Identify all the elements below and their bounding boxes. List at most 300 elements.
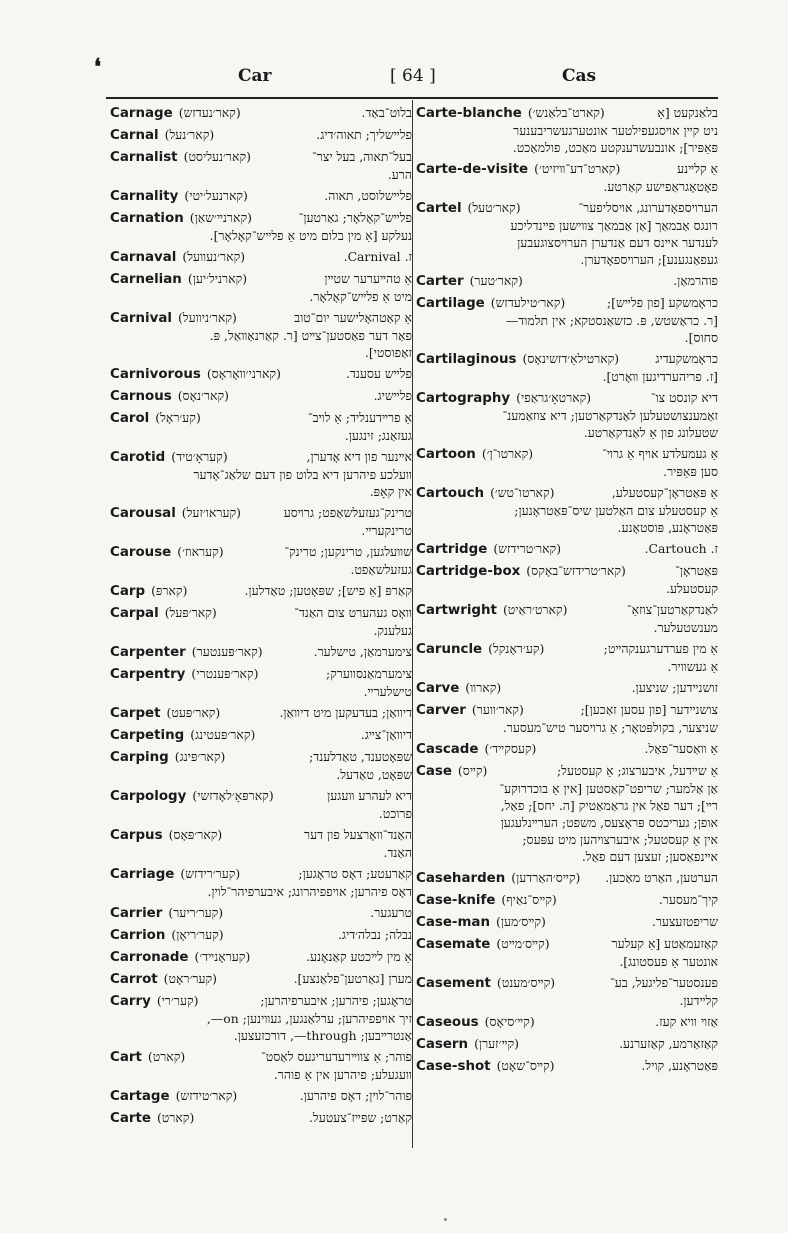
dictionary-entry bbox=[110, 865, 412, 900]
entry-first-line bbox=[416, 1057, 718, 1075]
definition-continuation: דאָס פיהרען; אױפפיהרונג; איבערפיהר־לױן. bbox=[207, 884, 412, 899]
dictionary-entry bbox=[110, 926, 412, 944]
headword: Carpus bbox=[110, 828, 163, 843]
entry-first-line bbox=[416, 701, 718, 719]
dictionary-entry bbox=[110, 270, 412, 305]
definition: פוהרמאַן. bbox=[673, 273, 718, 288]
entry-first-line bbox=[416, 891, 718, 909]
definition: קאַזאַרמע, קאַזערנע. bbox=[619, 1036, 718, 1051]
pronunciation: (קאר׳נעװעל) bbox=[182, 249, 246, 264]
pronunciation: (קער׳ריער) bbox=[168, 905, 224, 920]
headword: Carpenter bbox=[110, 645, 186, 660]
entry-first-line bbox=[416, 1035, 718, 1053]
headword: Case-knife bbox=[416, 893, 496, 908]
pronunciation: (קאר׳טרידזש) bbox=[493, 541, 562, 556]
headword: Caseous bbox=[416, 1015, 479, 1030]
entry-first-line bbox=[416, 935, 718, 953]
dictionary-entry bbox=[110, 604, 412, 639]
entry-first-line bbox=[110, 604, 412, 622]
dictionary-entry bbox=[110, 992, 412, 1044]
entry-first-line bbox=[110, 365, 412, 383]
pronunciation: (קײ׳סיאָס) bbox=[484, 1014, 535, 1029]
headword: Carp bbox=[110, 584, 146, 599]
headword: Carve bbox=[416, 681, 460, 696]
entry-first-line bbox=[416, 294, 718, 312]
definition-continuation: פרוכט. bbox=[378, 806, 412, 821]
page-mark: ❛ bbox=[94, 54, 102, 80]
definition: שװעלגען, טרינקען; טרינק־ bbox=[284, 544, 412, 559]
pronunciation: (קאר׳ניװעל) bbox=[177, 310, 237, 325]
pronunciation: (קארטילאַ׳דזשינאָס) bbox=[522, 351, 620, 366]
definition: זושנײדען; שניצען. bbox=[631, 680, 718, 695]
definition-continuation: אײנפאַסען; זעצען דעם פאַל. bbox=[581, 849, 718, 864]
entry-first-line bbox=[110, 665, 412, 683]
entry-first-line bbox=[416, 601, 718, 619]
definition-continuation: קלײדען. bbox=[679, 993, 718, 1008]
entry-first-line bbox=[110, 104, 412, 122]
pronunciation: (קאר׳פּאָס) bbox=[168, 827, 223, 842]
dictionary-entry bbox=[416, 272, 718, 290]
headword: Casemate bbox=[416, 937, 491, 952]
headword: Cartouch bbox=[416, 486, 485, 501]
pronunciation: (קע׳ראָנקל) bbox=[488, 641, 545, 656]
dictionary-entry bbox=[110, 1109, 412, 1127]
dictionary-entry bbox=[416, 389, 718, 441]
dictionary-entry bbox=[416, 104, 718, 156]
entry-first-line bbox=[416, 1013, 718, 1031]
headword: Cart bbox=[110, 1050, 142, 1065]
dictionary-entry bbox=[416, 160, 718, 195]
pronunciation: (קאר׳פּעט) bbox=[166, 705, 221, 720]
definition-continuation: געלענק. bbox=[373, 623, 412, 638]
dictionary-entry bbox=[110, 409, 412, 444]
pronunciation: (קארטו־טש׳) bbox=[490, 485, 555, 500]
entry-first-line bbox=[416, 913, 718, 931]
right-column bbox=[416, 104, 718, 1079]
definition: מערן [גאַרטען־פלאַנצע]. bbox=[293, 971, 412, 986]
definition: אַ געמעלדע אױף אַ גרױ־ bbox=[602, 446, 718, 461]
definition-continuation: הרע. bbox=[387, 167, 412, 182]
definition-continuation: קעסטעלע. bbox=[666, 581, 718, 596]
headword: Carnage bbox=[110, 106, 173, 121]
headword: Carousal bbox=[110, 506, 176, 521]
entry-first-line bbox=[110, 926, 412, 944]
definition-continuation: אין קאָפּ. bbox=[369, 484, 412, 499]
left-column bbox=[110, 104, 412, 1131]
dictionary-entry bbox=[416, 1035, 718, 1053]
entry-first-line bbox=[416, 272, 718, 290]
headword: Carpology bbox=[110, 789, 187, 804]
entry-first-line bbox=[416, 484, 718, 502]
headword: Carver bbox=[416, 703, 466, 718]
definition-continuation: געזאַנג; זינגען. bbox=[344, 428, 412, 443]
definition: אַ פּאַטראָן־קעסטעלע, bbox=[611, 485, 718, 500]
entry-first-line bbox=[416, 974, 718, 992]
dictionary-entry bbox=[110, 704, 412, 722]
definition-continuation: שניצער, בקולפּטאָר; אַ גרױסער טיש־מעסער. bbox=[502, 720, 718, 735]
headword: Carol bbox=[110, 411, 150, 426]
dictionary-entry bbox=[110, 365, 412, 383]
headword: Carry bbox=[110, 994, 151, 1009]
pronunciation: (קארנײ׳שאַן) bbox=[189, 210, 252, 225]
entry-first-line bbox=[416, 740, 718, 758]
dictionary-entry bbox=[110, 582, 412, 600]
headword: Carpet bbox=[110, 706, 161, 721]
entry-first-line bbox=[110, 1048, 412, 1066]
definition: טרינק־געזעלשאַפט; גרױסע bbox=[283, 505, 412, 520]
headword: Carouse bbox=[110, 545, 172, 560]
pronunciation: (קעראו׳זעל) bbox=[181, 505, 241, 520]
definition: פלײשיג. bbox=[373, 388, 412, 403]
headword: Carrion bbox=[110, 928, 166, 943]
definition-continuation: שטעלונג פון אַ לאַנדקאַרטע. bbox=[583, 425, 718, 440]
dictionary-entry bbox=[416, 762, 718, 865]
entry-first-line bbox=[416, 869, 718, 887]
headword: Case-shot bbox=[416, 1059, 491, 1074]
definition-continuation: מיט אַ פלײש־קאָלאָר. bbox=[309, 289, 412, 304]
entry-first-line bbox=[416, 389, 718, 407]
definition-continuation: זיך אױפפיהרען; ערלאַנגען, געװינען; on—, bbox=[206, 1011, 412, 1026]
pronunciation: (קאר׳טרידזש־באָקס) bbox=[526, 563, 626, 578]
dictionary-entry bbox=[416, 540, 718, 558]
definition-continuation: זאַפוסטי]. bbox=[364, 345, 412, 360]
definition: קאַזעמאַטע [אַ קעלער bbox=[611, 936, 718, 951]
definition-continuation: מענשטעלער. bbox=[653, 620, 718, 635]
entry-first-line bbox=[110, 209, 412, 227]
definition: פענסטער־פליגעל, בע־ bbox=[610, 975, 718, 990]
dictionary-entry bbox=[110, 665, 412, 700]
pronunciation: (קארפּ) bbox=[151, 583, 188, 598]
pronunciation: (קעראוז׳) bbox=[177, 544, 224, 559]
entry-first-line bbox=[110, 309, 412, 327]
pronunciation: (קאר׳פּינג) bbox=[174, 749, 226, 764]
definition-continuation: אופן; געריכטס פּראָצעס, משפט; הערײנלעגען bbox=[500, 815, 718, 830]
definition: אַ קאַטהאָלישער יום־טוב bbox=[294, 310, 412, 325]
pronunciation: (קאר׳טער) bbox=[469, 273, 523, 288]
dictionary-entry bbox=[110, 504, 412, 539]
headword: Cascade bbox=[416, 742, 479, 757]
entry-first-line bbox=[110, 904, 412, 922]
speck bbox=[444, 1218, 447, 1221]
dictionary-entry bbox=[110, 209, 412, 244]
headword: Cartilaginous bbox=[416, 352, 517, 367]
pronunciation: (קאר׳נאָס) bbox=[177, 388, 229, 403]
entry-first-line bbox=[416, 562, 718, 580]
headword: Carriage bbox=[110, 867, 175, 882]
definition: פוהר־לױן; דאָס פיהרען. bbox=[299, 1088, 412, 1103]
dictionary-entry bbox=[416, 974, 718, 1009]
definition-continuation: טישלערײ. bbox=[363, 684, 412, 699]
entry-first-line bbox=[110, 409, 412, 427]
definition-continuation: װעלכע פיהרען דיא בלוט פון דעם שלאַג־אָדער bbox=[193, 467, 412, 482]
entry-first-line bbox=[416, 762, 718, 780]
dictionary-entry bbox=[416, 891, 718, 909]
dictionary-entry bbox=[110, 787, 412, 822]
headword: Carnality bbox=[110, 189, 179, 204]
entry-first-line bbox=[110, 704, 412, 722]
dictionary-entry bbox=[110, 726, 412, 744]
entry-first-line bbox=[110, 970, 412, 988]
definition-continuation: פּאַפּיר]; אונבעשרענקטע מאַכט, פולמאַכט. bbox=[512, 140, 718, 155]
entry-first-line bbox=[110, 387, 412, 405]
definition: קיך־מעסער. bbox=[658, 892, 718, 907]
headword: Carping bbox=[110, 750, 169, 765]
dictionary-entry bbox=[110, 448, 412, 500]
definition: צימערמאַן, טישלער. bbox=[313, 644, 412, 659]
headword: Cartography bbox=[416, 391, 511, 406]
definition: כראָמשקע [פון פלײש]; bbox=[607, 295, 718, 310]
definition-continuation: אַנטרײבען; through—, דורכזעצען. bbox=[233, 1028, 412, 1043]
pronunciation: (קאר׳פּענטער) bbox=[191, 644, 263, 659]
definition-continuation: פאָטאָגראַפישע קאַרטע. bbox=[603, 179, 718, 194]
headword: Caruncle bbox=[416, 642, 483, 657]
entry-first-line bbox=[110, 1109, 412, 1127]
definition: קאַרפּ [אַ פיש]; שפּאָטען; טאַדלען. bbox=[244, 583, 412, 598]
pronunciation: (קארט־דע־װיזיט׳) bbox=[534, 161, 621, 176]
headword: Cartage bbox=[110, 1089, 170, 1104]
dictionary-entry bbox=[416, 935, 718, 970]
definition-continuation: לענדער אײנס דעם אַנדערן הערױסצוגעבען bbox=[517, 235, 718, 250]
pronunciation: (קײס׳מען) bbox=[496, 914, 546, 929]
pronunciation: (קעראָ׳טיד) bbox=[171, 449, 228, 464]
entry-first-line bbox=[110, 643, 412, 661]
headword: Cartel bbox=[416, 201, 462, 216]
headword: Carpeting bbox=[110, 728, 185, 743]
entry-first-line bbox=[110, 248, 412, 266]
definition-continuation: סחוס]. bbox=[684, 330, 718, 345]
entry-first-line bbox=[110, 187, 412, 205]
headword: Casern bbox=[416, 1037, 469, 1052]
entry-first-line bbox=[416, 160, 718, 178]
definition-continuation: װעגעלע; פיהרען אין אַ פוהר. bbox=[273, 1067, 412, 1082]
dictionary-entry bbox=[416, 701, 718, 736]
entry-first-line bbox=[416, 104, 718, 122]
definition: קאַרט; שפּײז־צעטעל. bbox=[308, 1110, 412, 1125]
definition-continuation: אַן אַלמער; שריפט־קאַסטען [אין אַ בוכדרוקע־ bbox=[499, 781, 718, 796]
definition: לאַנדקאַרטען־צוזאַ־ bbox=[626, 602, 718, 617]
definition-continuation: שפּאָט, טאַדעל. bbox=[336, 767, 412, 782]
entry-first-line bbox=[110, 504, 412, 522]
definition: פלײש עסענד. bbox=[345, 366, 412, 381]
entry-first-line bbox=[110, 582, 412, 600]
definition: פלײש־קאָלאָר; גאַרטען־ bbox=[298, 210, 412, 225]
entry-first-line bbox=[110, 270, 412, 288]
definition: אַ פרײדענליד; אַ לױב־ bbox=[307, 410, 412, 425]
definition-continuation: געפאַנגענע]; הערױספאָדערן. bbox=[580, 252, 718, 267]
definition: אַזױ װיא קעז. bbox=[655, 1014, 718, 1029]
definition: אַ קלײנע bbox=[677, 161, 718, 176]
definition: אַ שײדעל, איבערצוג; אַ קעסטעל; bbox=[557, 763, 718, 778]
entry-first-line bbox=[416, 540, 718, 558]
dictionary-entry bbox=[416, 562, 718, 597]
definition-continuation: אַ געשװיר. bbox=[667, 659, 718, 674]
dictionary-entry bbox=[110, 904, 412, 922]
headword: Carotid bbox=[110, 450, 166, 465]
definition-continuation: געזעלשאַפט. bbox=[350, 562, 412, 577]
headword: Cartwright bbox=[416, 603, 497, 618]
headword: Carnation bbox=[110, 211, 184, 226]
definition: צושנײדער [פון עסען זאַכען]; bbox=[580, 702, 718, 717]
definition-continuation: רײ]; דער פאַל אין גראַמאַטיק [ה. יחס]; פאַל, bbox=[500, 798, 718, 813]
headword: Carnalist bbox=[110, 150, 178, 165]
headword: Case-man bbox=[416, 915, 490, 930]
headword: Cartridge-box bbox=[416, 564, 521, 579]
definition-continuation: [ז. פריהערדיגען װאָרט]. bbox=[602, 369, 718, 384]
header-left-word: Car bbox=[238, 66, 272, 86]
dictionary-entry bbox=[416, 740, 718, 758]
headword: Carnelian bbox=[110, 272, 182, 287]
definition: כראָמשקעדיג bbox=[655, 351, 718, 366]
pronunciation: (קײס־שאָט) bbox=[496, 1058, 555, 1073]
entry-first-line bbox=[110, 1087, 412, 1105]
entry-first-line bbox=[110, 865, 412, 883]
definition: דיװאַן־צײג. bbox=[360, 727, 412, 742]
definition-continuation: טרינקערײ. bbox=[361, 523, 412, 538]
entry-first-line bbox=[110, 787, 412, 805]
headword: Caseharden bbox=[416, 871, 506, 886]
dictionary-entry bbox=[416, 869, 718, 887]
page-number: [ 64 ] bbox=[390, 66, 436, 86]
dictionary-entry bbox=[110, 948, 412, 966]
dictionary-entry bbox=[110, 826, 412, 861]
definition: שפּאָטענד, טאַדלענד; bbox=[309, 749, 412, 764]
pronunciation: (קארניל׳יען) bbox=[187, 271, 248, 286]
headword: Carpentry bbox=[110, 667, 186, 682]
definition-continuation: פאַר דער פאַסטען־צײט [ר. קאַרנאַװאַל, פּ. bbox=[209, 328, 412, 343]
definition: פוהר; אַ צװײרעדעריגעס לאַסט־ bbox=[261, 1049, 412, 1064]
entry-first-line bbox=[110, 992, 412, 1010]
dictionary-entry bbox=[416, 679, 718, 697]
entry-first-line bbox=[110, 148, 412, 166]
definition-continuation: זאַמענצושטעלען לאַנדקאַרטען; דיא צוזאַמענ־ bbox=[502, 408, 718, 423]
definition-continuation: אַ קעסטעלע צום האַלטען שיס־פּאַטראָנען; bbox=[514, 503, 718, 518]
dictionary-entry bbox=[416, 484, 718, 536]
entry-first-line bbox=[416, 445, 718, 463]
definition-continuation: ניט קײן אױסגעפילטער אונטערגעשריבענער bbox=[513, 123, 718, 138]
headword: Carnivorous bbox=[110, 367, 201, 382]
dictionary-entry bbox=[416, 640, 718, 675]
definition: דיא קונסט צו־ bbox=[650, 390, 718, 405]
dictionary-entry bbox=[110, 387, 412, 405]
entry-first-line bbox=[416, 199, 718, 217]
definition-continuation: [ר. כראַשטש, פּ. כזשאַנסטקא; אין תלמוד— bbox=[505, 313, 718, 328]
entry-first-line bbox=[110, 948, 412, 966]
definition-continuation: סען פּאַפּיר. bbox=[663, 464, 718, 479]
definition: נבלה; נבלה׳דיג. bbox=[337, 927, 412, 942]
definition: דיװאַן; בעדעקען מיט דיװאַן. bbox=[279, 705, 412, 720]
pronunciation: (קײס) bbox=[457, 763, 488, 778]
pronunciation: (קײס׳מענט) bbox=[496, 975, 556, 990]
headword: Case bbox=[416, 764, 452, 779]
pronunciation: (קער׳ראָט) bbox=[163, 971, 217, 986]
pronunciation: (קארנעל׳יטי) bbox=[184, 188, 248, 203]
headword: Carte-blanche bbox=[416, 106, 522, 121]
header-right-word: Cas bbox=[562, 66, 597, 86]
pronunciation: (קאר׳פּעל) bbox=[164, 605, 217, 620]
dictionary-entry bbox=[110, 148, 412, 183]
pronunciation: (קאר׳טידזש) bbox=[175, 1088, 238, 1103]
headword: Carnous bbox=[110, 389, 172, 404]
definition: אַ װאַסער־פאַל. bbox=[644, 741, 718, 756]
definition: פּאַטראָן־ bbox=[675, 563, 718, 578]
dictionary-entry bbox=[110, 126, 412, 144]
headword: Cartoon bbox=[416, 447, 476, 462]
pronunciation: (קארט) bbox=[156, 1110, 195, 1125]
header-rule bbox=[106, 97, 718, 99]
pronunciation: (קארט־בלאַנש׳) bbox=[527, 105, 605, 120]
headword: Carrot bbox=[110, 972, 158, 987]
pronunciation: (קארט) bbox=[147, 1049, 186, 1064]
pronunciation: (קײס׳האַרדען) bbox=[511, 870, 581, 885]
definition: בלאַנקעט [אַ bbox=[657, 105, 718, 120]
headword: Carronade bbox=[110, 950, 189, 965]
dictionary-entry bbox=[110, 643, 412, 661]
dictionary-entry bbox=[110, 104, 412, 122]
definition: אַ מין לײכטע קאַנאָנע. bbox=[306, 949, 412, 964]
definition: בלוט־באַד. bbox=[361, 105, 412, 120]
dictionary-entry bbox=[416, 913, 718, 931]
entry-first-line bbox=[110, 726, 412, 744]
definition: האַנד־װאָרצעל פון דער bbox=[304, 827, 412, 842]
definition: פלײשליך; תאוה׳דיג. bbox=[316, 127, 412, 142]
dictionary-entry bbox=[110, 1087, 412, 1105]
dictionary-entry bbox=[416, 445, 718, 480]
dictionary-entry bbox=[110, 1048, 412, 1083]
definition: שריפטזעצער. bbox=[651, 914, 718, 929]
pronunciation: (קארפּאָ׳לאָדזשי) bbox=[192, 788, 274, 803]
running-header bbox=[110, 66, 670, 92]
definition: קאַרעטע; דאָס טראָגען; bbox=[298, 866, 412, 881]
entry-first-line bbox=[110, 126, 412, 144]
pronunciation: (קײס׳מײט) bbox=[496, 936, 550, 951]
definition: הערטען, האַרט מאַכען. bbox=[605, 870, 718, 885]
dictionary-entry bbox=[110, 543, 412, 578]
entry-first-line bbox=[416, 350, 718, 368]
headword: Carpal bbox=[110, 606, 159, 621]
pronunciation: (קארני׳װאָראָס) bbox=[206, 366, 281, 381]
pronunciation: (קײ׳זערן) bbox=[474, 1036, 520, 1051]
headword: Carte-de-visite bbox=[416, 162, 529, 177]
definition: אַ מין פערדערגענקהײט; bbox=[603, 641, 718, 656]
definition-continuation: נעלקע [אַ מין בלום מיט אַ פלײש־קאָלאָר]. bbox=[209, 228, 412, 243]
headword: Cartilage bbox=[416, 296, 485, 311]
definition-continuation: האַנד. bbox=[383, 845, 412, 860]
dictionary-entry bbox=[416, 294, 718, 346]
headword: Carter bbox=[416, 274, 464, 289]
entry-first-line bbox=[416, 640, 718, 658]
entry-first-line bbox=[110, 748, 412, 766]
pronunciation: (קער׳ריאָן) bbox=[171, 927, 224, 942]
pronunciation: (קאר׳נעליסט) bbox=[183, 149, 251, 164]
pronunciation: (קארטאָ׳גראַפי) bbox=[516, 390, 592, 405]
pronunciation: (קעראָנײד׳) bbox=[194, 949, 251, 964]
pronunciation: (קע׳ראָל) bbox=[155, 410, 201, 425]
pronunciation: (קארװ) bbox=[465, 680, 502, 695]
definition: טראָגען; פיהרען; איבערפיהרען; bbox=[260, 993, 412, 1008]
pronunciation: (קאר׳פּעטינג) bbox=[190, 727, 256, 742]
pronunciation: (קאר׳פּענטרי) bbox=[191, 666, 259, 681]
definition: אײנער פון דיא אָדערן, bbox=[306, 449, 412, 464]
pronunciation: (קארט׳ראַיט) bbox=[502, 602, 568, 617]
headword: Carrier bbox=[110, 906, 163, 921]
pronunciation: (קאר׳װער) bbox=[471, 702, 524, 717]
dictionary-entry bbox=[416, 1057, 718, 1075]
headword: Casement bbox=[416, 976, 491, 991]
pronunciation: (קײס־נאַיף) bbox=[501, 892, 557, 907]
entry-first-line bbox=[416, 679, 718, 697]
pronunciation: (קעסקײד׳) bbox=[484, 741, 537, 756]
headword: Cartridge bbox=[416, 542, 488, 557]
